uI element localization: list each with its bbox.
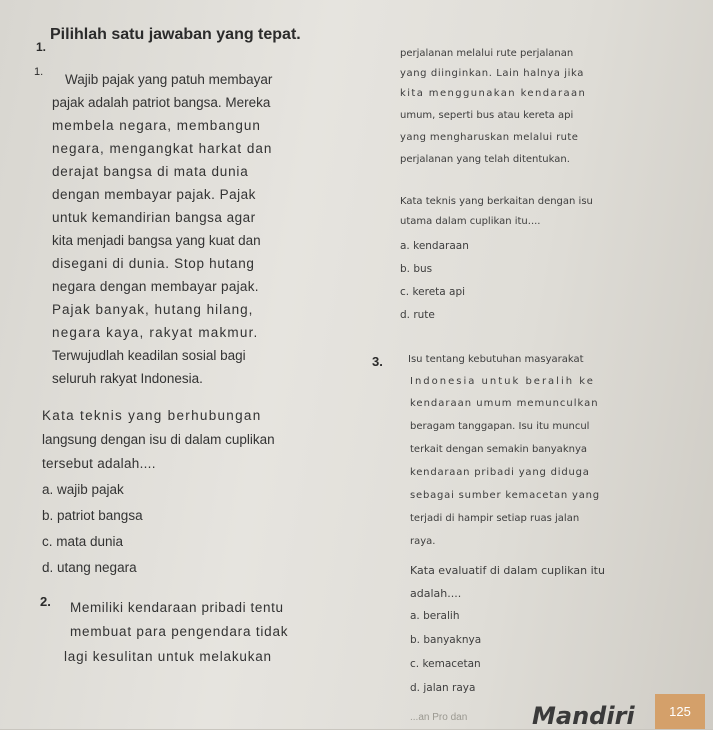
question-1-option-d[interactable]: d. utang negara: [42, 560, 137, 575]
question-3-line: beragam tanggapan. Isu itu muncul: [410, 421, 590, 432]
passage-line: disegani di dunia. Stop hutang: [52, 256, 255, 271]
question-2-prompt-line: utama dalam cuplikan itu....: [400, 216, 541, 227]
question-1-line: Kata teknis yang berhubungan: [42, 408, 262, 423]
passage-line: Wajib pajak yang patuh membayar: [65, 72, 273, 87]
question-1-option-a[interactable]: a. wajib pajak: [42, 482, 124, 497]
passage-line: pajak adalah patriot bangsa. Mereka: [52, 95, 271, 110]
footer-faint-text: ...an Pro dan: [410, 712, 468, 723]
question-2-option-d[interactable]: d. rute: [400, 309, 435, 321]
passage-line: membela negara, membangun: [52, 118, 261, 133]
right-passage-line: perjalanan melalui rute perjalanan: [400, 48, 574, 59]
question-2-option-c[interactable]: c. kereta api: [400, 286, 466, 298]
question-3-line: raya.: [410, 536, 436, 547]
right-passage-line: perjalanan yang telah ditentukan.: [400, 154, 570, 165]
passage-line: seluruh rakyat Indonesia.: [52, 371, 203, 386]
right-passage-line: kita menggunakan kendaraan: [400, 88, 587, 99]
question-2-option-a[interactable]: a. kendaraan: [400, 240, 469, 252]
question-2-number: 2.: [40, 594, 51, 609]
question-2-line: lagi kesulitan untuk melakukan: [64, 649, 272, 664]
passage-line: derajat bangsa di mata dunia: [52, 164, 249, 179]
question-3-option-c[interactable]: c. kemacetan: [410, 658, 481, 670]
question-1-line: tersebut adalah....: [42, 456, 156, 471]
question-2-line: Memiliki kendaraan pribadi tentu: [70, 600, 284, 615]
passage-line: negara dengan membayar pajak.: [52, 279, 259, 294]
bullet-number: 1.: [36, 40, 47, 54]
question-3-prompt-line: Kata evaluatif di dalam cuplikan itu: [410, 564, 605, 577]
question-3-line: Indonesia untuk beralih ke: [410, 376, 595, 387]
brand-logo-text: Mandiri: [532, 702, 635, 730]
question-3-option-a[interactable]: a. beralih: [410, 610, 460, 622]
passage-line: Pajak banyak, hutang hilang,: [52, 302, 254, 317]
question-3-number: 3.: [372, 354, 383, 369]
question-2-option-b[interactable]: b. bus: [400, 263, 433, 275]
question-1-option-c[interactable]: c. mata dunia: [42, 534, 124, 549]
question-2-line: membuat para pengendara tidak: [70, 624, 289, 639]
right-passage-line: yang mengharuskan melalui rute: [400, 132, 579, 143]
passage-line: untuk kemandirian bangsa agar: [52, 210, 256, 225]
question-2-prompt-line: Kata teknis yang berkaitan dengan isu: [400, 196, 593, 207]
question-3-line: kendaraan umum memunculkan: [410, 398, 599, 409]
page-number: 125: [655, 694, 705, 729]
question-1-line: langsung dengan isu di dalam cuplikan: [42, 432, 275, 447]
question-3-line: terkait dengan semakin banyaknya: [410, 444, 587, 455]
question-3-line: kendaraan pribadi yang diduga: [410, 467, 590, 478]
passage-line: kita menjadi bangsa yang kuat dan: [52, 233, 261, 248]
right-passage-line: yang diinginkan. Lain halnya jika: [400, 68, 584, 79]
question-1-option-b[interactable]: b. patriot bangsa: [42, 508, 143, 523]
passage-line: Terwujudlah keadilan sosial bagi: [52, 348, 246, 363]
question-3-prompt-line: adalah....: [410, 587, 462, 600]
question-3-line: Isu tentang kebutuhan masyarakat: [408, 354, 584, 365]
question-3-line: sebagai sumber kemacetan yang: [410, 490, 600, 501]
passage-line: negara, mengangkat harkat dan: [52, 141, 273, 156]
passage-line: negara kaya, rakyat makmur.: [52, 325, 259, 340]
instruction-heading: Pilihlah satu jawaban yang tepat.: [50, 26, 301, 43]
right-passage-line: umum, seperti bus atau kereta api: [400, 110, 574, 121]
passage-line: dengan membayar pajak. Pajak: [52, 187, 256, 202]
question-3-line: terjadi di hampir setiap ruas jalan: [410, 513, 580, 524]
question-1-number: 1.: [34, 66, 44, 78]
question-3-option-d[interactable]: d. jalan raya: [410, 682, 476, 694]
question-3-option-b[interactable]: b. banyaknya: [410, 634, 482, 646]
